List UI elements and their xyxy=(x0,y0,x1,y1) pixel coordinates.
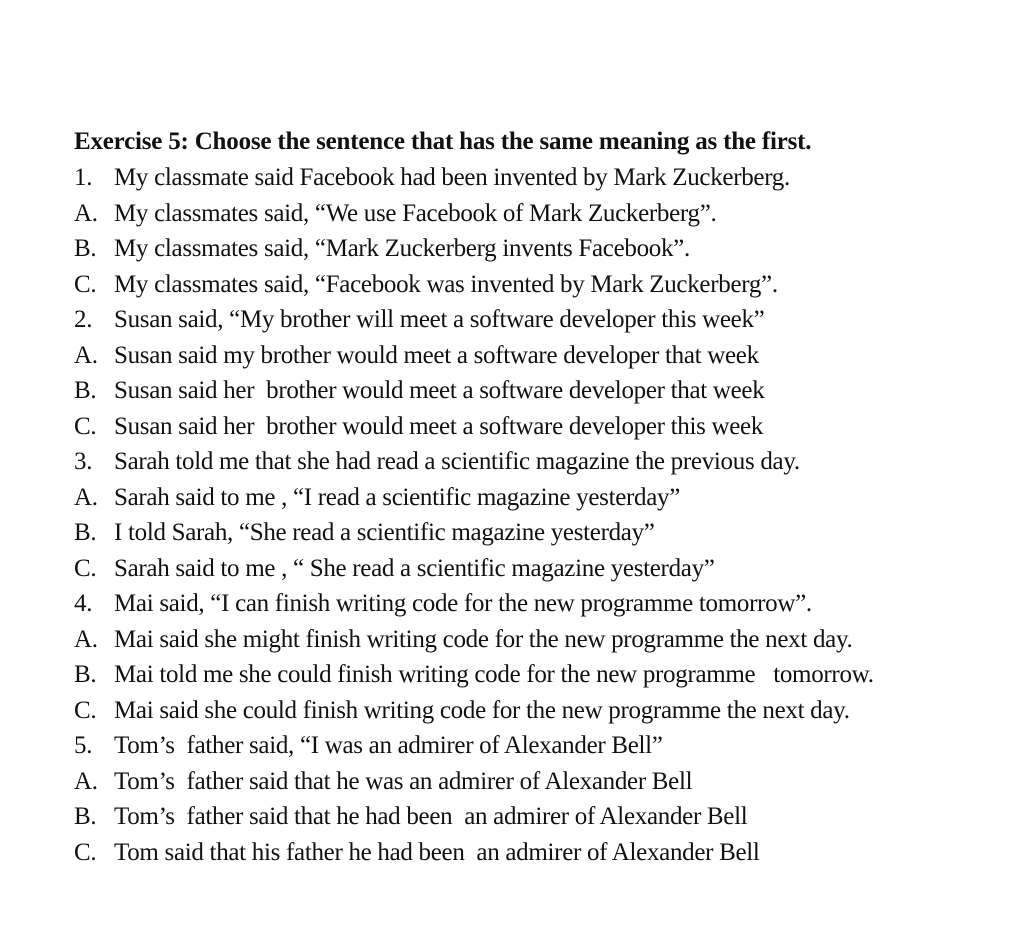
question-number: 5. xyxy=(74,732,93,759)
question-4 xyxy=(74,586,1014,622)
question-text: Mai said, “I can finish writing code for the new programme tomorrow”. xyxy=(114,590,812,617)
option-text: Tom’s father said that he had been an admirer of Alexander Bell xyxy=(114,803,748,830)
option-5-b xyxy=(74,799,1014,835)
exercise-title: Exercise 5: Choose the sentence that has the same meaning as the first. xyxy=(74,128,812,155)
option-text: Mai said she could finish writing code for the new programme the next day. xyxy=(114,696,850,724)
option-text: Susan said her brother would meet a software developer this week xyxy=(114,412,764,440)
option-letter: B. xyxy=(74,235,97,262)
question-5 xyxy=(74,728,1014,764)
question-number: 3. xyxy=(74,448,93,475)
option-5-c xyxy=(74,835,1014,871)
option-letter: B. xyxy=(74,519,97,546)
option-text: Tom’s father said that he was an admirer of Alexander Bell xyxy=(114,767,693,795)
question-2 xyxy=(74,302,1014,338)
option-1-b xyxy=(74,231,1014,267)
option-letter: C. xyxy=(74,412,97,440)
option-text: Susan said my brother would meet a software developer that week xyxy=(114,341,759,369)
exercise-document xyxy=(74,124,1014,870)
option-letter: B. xyxy=(74,661,97,688)
option-text: My classmates said, “Facebook was invented by Mark Zuckerberg”. xyxy=(114,270,778,298)
option-4-a xyxy=(74,622,1014,658)
option-1-c xyxy=(74,267,1014,303)
question-text: Tom’s father said, “I was an admirer of Alexander Bell” xyxy=(114,732,663,759)
option-text: Mai told me she could finish writing code for the new programme tomorrow. xyxy=(114,661,874,688)
question-text: My classmate said Facebook had been invented by Mark Zuckerberg. xyxy=(114,164,790,191)
option-text: My classmates said, “We use Facebook of Mark Zuckerberg”. xyxy=(114,199,717,227)
option-letter: C. xyxy=(74,270,97,298)
option-letter: A. xyxy=(74,483,98,511)
option-letter: B. xyxy=(74,377,97,404)
question-number: 4. xyxy=(74,590,93,617)
option-text: My classmates said, “Mark Zuckerberg invents Facebook”. xyxy=(114,235,690,262)
option-3-a xyxy=(74,480,1014,516)
option-3-b xyxy=(74,515,1014,551)
option-3-c xyxy=(74,551,1014,587)
option-letter: A. xyxy=(74,341,98,369)
question-number: 2. xyxy=(74,306,93,333)
option-text: Tom said that his father he had been an admirer of Alexander Bell xyxy=(114,838,760,866)
option-2-c xyxy=(74,409,1014,445)
option-letter: A. xyxy=(74,199,98,227)
option-text: Mai said she might finish writing code for the new programme the next day. xyxy=(114,625,853,653)
question-1 xyxy=(74,160,1014,196)
option-letter: A. xyxy=(74,625,98,653)
option-2-a xyxy=(74,338,1014,374)
option-letter: C. xyxy=(74,838,97,866)
question-number: 1. xyxy=(74,164,93,191)
option-text: Sarah said to me , “ She read a scientific magazine yesterday” xyxy=(114,554,715,582)
option-letter: C. xyxy=(74,554,97,582)
question-text: Sarah told me that she had read a scientific magazine the previous day. xyxy=(114,448,800,475)
option-2-b xyxy=(74,373,1014,409)
question-3 xyxy=(74,444,1014,480)
option-text: Susan said her brother would meet a software developer that week xyxy=(114,377,765,404)
option-text: I told Sarah, “She read a scientific magazine yesterday” xyxy=(114,519,655,546)
question-text: Susan said, “My brother will meet a software developer this week” xyxy=(114,306,765,333)
option-4-c xyxy=(74,693,1014,729)
option-letter: A. xyxy=(74,767,98,795)
option-letter: C. xyxy=(74,696,97,724)
option-letter: B. xyxy=(74,803,97,830)
option-text: Sarah said to me , “I read a scientific magazine yesterday” xyxy=(114,483,681,511)
option-4-b xyxy=(74,657,1014,693)
option-1-a xyxy=(74,196,1014,232)
option-5-a xyxy=(74,764,1014,800)
